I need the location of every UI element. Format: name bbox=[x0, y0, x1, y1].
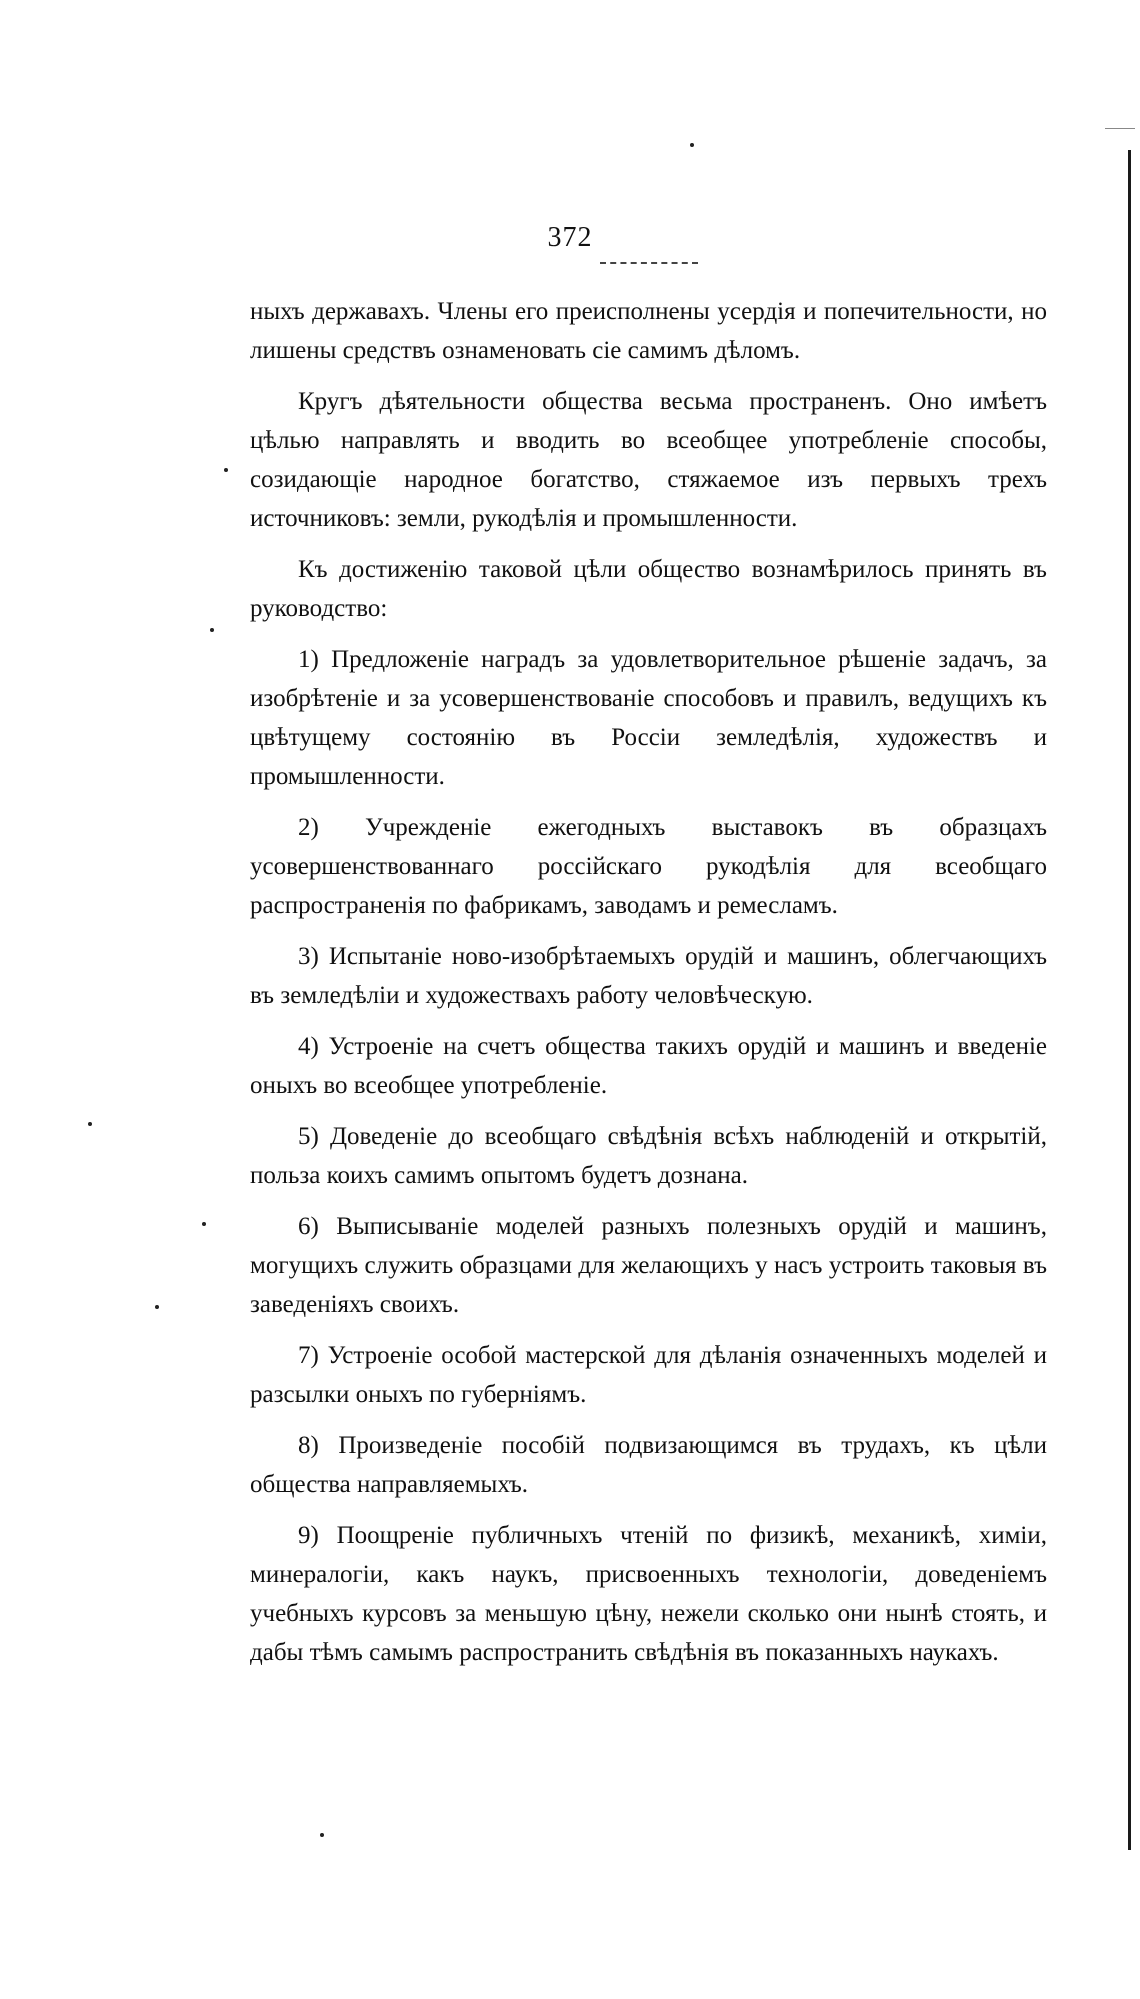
scan-speck bbox=[320, 1833, 324, 1837]
body-text bbox=[250, 292, 1047, 1684]
scan-speck bbox=[88, 1122, 92, 1126]
list-item: 4) Устроеніе на счетъ общества такихъ орудій и машинъ и введеніе оныхъ во всеобщее употребленіе. bbox=[250, 1033, 1047, 1099]
scan-speck bbox=[210, 628, 214, 632]
page-edge-shadow bbox=[1128, 150, 1131, 1850]
list-item: 6) Выписываніе моделей разныхъ полезныхъ орудій и машинъ, могущихъ служить образцами для желающихъ у насъ устроить таковыя въ заведеніяхъ своихъ. bbox=[250, 1213, 1047, 1318]
paragraph: Кругъ дѣятельности общества весьма пространенъ. Оно имѣетъ цѣлью направлять и вводить во всеобщее употребленіе способы, созидающіе народное богатство, стяжаемое изъ первыхъ трехъ источниковъ: земли, рукодѣлія и промышленности. bbox=[250, 388, 1047, 532]
paragraph: Къ достиженію таковой цѣли общество вознамѣрилось принять въ руководство: bbox=[250, 556, 1047, 622]
scan-speck bbox=[690, 143, 694, 147]
scan-speck bbox=[155, 1305, 159, 1309]
list-item: 2) Учрежденіе ежегодныхъ выставокъ въ образцахъ усовершенствованнаго россійскаго рукодѣлія для всеобщаго распространенія по фабрикамъ, заводамъ и ремесламъ. bbox=[250, 814, 1047, 919]
edge-mark bbox=[1105, 128, 1135, 129]
list-item: 1) Предложеніе наградъ за удовлетворительное рѣшеніе задачъ, за изобрѣтеніе и за усовершенствованіе способовъ и правилъ, ведущихъ къ цвѣтущему состоянію въ Россіи земледѣлія, художествъ и промышленности. bbox=[250, 646, 1047, 790]
list-item: 9) Поощреніе публичныхъ чтеній по физикѣ, механикѣ, химіи, минералогіи, какъ наукъ, присвоенныхъ технологіи, доведеніемъ учебныхъ курсовъ за меньшую цѣну, нежели сколько они нынѣ стоять, и дабы тѣмъ самымъ распространить свѣдѣнія въ показанныхъ наукахъ. bbox=[250, 1522, 1047, 1666]
scan-speck bbox=[202, 1222, 206, 1226]
scan-speck bbox=[224, 468, 228, 472]
list-item: 5) Доведеніе до всеобщаго свѣдѣнія всѣхъ наблюденій и открытій, польза коихъ самимъ опытомъ будетъ дознана. bbox=[250, 1123, 1047, 1189]
list-item: 8) Произведеніе пособій подвизающимся въ трудахъ, къ цѣли общества направляемыхъ. bbox=[250, 1432, 1047, 1498]
page-number: 372 bbox=[547, 222, 593, 253]
list-item: 3) Испытаніе ново-изобрѣтаемыхъ орудій и машинъ, облегчающихъ въ земледѣліи и художествахъ работу человѣческую. bbox=[250, 943, 1047, 1009]
list-item: 7) Устроеніе особой мастерской для дѣланія означенныхъ моделей и разсылки оныхъ по губерніямъ. bbox=[250, 1342, 1047, 1408]
page-number-rule bbox=[600, 262, 698, 264]
paragraph: ныхъ державахъ. Члены его преисполнены усердія и попечительности, но лишены средствъ ознаменовать сіе самимъ дѣломъ. bbox=[250, 298, 1047, 364]
